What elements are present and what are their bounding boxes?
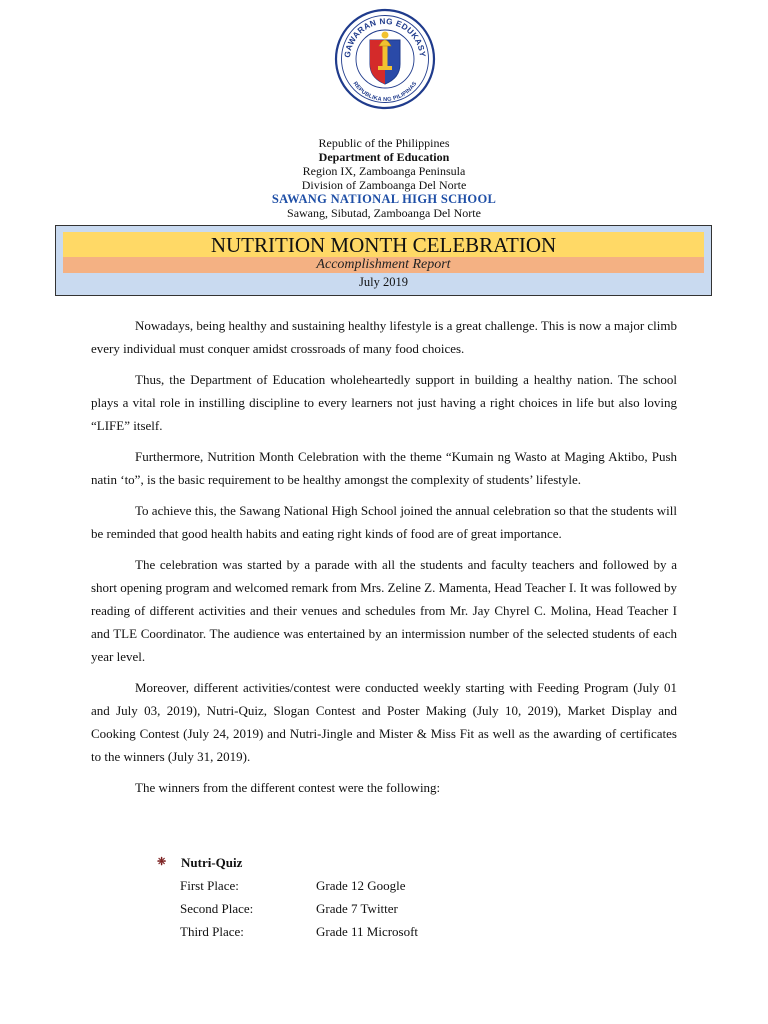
report-subtitle: Accomplishment Report (63, 257, 704, 273)
paragraph: Thus, the Department of Education wholeheartedly support in building a healthy nation. The school plays a vital role in instilling discipline to every learners not just having a right choices in life but also loving “LIFE” itself. (91, 372, 677, 433)
title-box (55, 225, 712, 296)
table-row (180, 897, 418, 920)
winner-name: Grade 12 Google (316, 878, 406, 893)
region-line: Region IX, Zamboanga Peninsula (302, 164, 466, 178)
winner-name: Grade 7 Twitter (316, 901, 398, 916)
paragraph: Moreover, different activities/contest were conducted weekly starting with Feeding Program (July 01 and July 03, 2019), Nutri-Quiz, Slogan Contest and Poster Making (July 10, 2019), Market Display and Cooking Contest (July 24, 2019) and Nutri-Jingle and Mister & Miss Fit as well as the awarding of certificates to the winners (July 31, 2019). (91, 680, 677, 764)
paragraph: To achieve this, the Sawang National High School joined the annual celebration so that the students will be reminded that good health habits and eating right kinds of food are of great importance. (91, 503, 677, 541)
department-line: Department of Education (318, 150, 450, 164)
place-label: First Place: (180, 878, 239, 893)
school-name: SAWANG NATIONAL HIGH SCHOOL (271, 192, 497, 206)
table-row (180, 874, 418, 897)
svg-text:REPUBLIKA NG PILIPINAS: REPUBLIKA NG PILIPINAS (351, 80, 419, 104)
place-label: Second Place: (180, 901, 254, 916)
arrow-bullet-icon: ❈ (157, 856, 167, 868)
paragraph: Furthermore, Nutrition Month Celebration with the theme “Kumain ng Wasto at Maging Aktibo, Push natin ‘to”, is the basic requirement to be healthy amongst the complexity of students’ lifestyle. (91, 449, 677, 487)
report-title: NUTRITION MONTH CELEBRATION (63, 232, 704, 257)
category-label: Nutri-Quiz (181, 855, 243, 870)
division-line: Division of Zamboanga Del Norte (301, 178, 467, 192)
paragraph: The winners from the different contest were the following: (135, 780, 441, 795)
letterhead (0, 136, 768, 220)
winners-table (180, 874, 418, 943)
winners-list (157, 851, 418, 943)
school-address: Sawang, Sibutad, Zamboanga Del Norte (287, 206, 481, 220)
paragraph: Nowadays, being healthy and sustaining healthy lifestyle is a great challenge. This is now a major climb every individual must conquer amidst crossroads of many food choices. (91, 318, 678, 356)
winner-name: Grade 11 Microsoft (316, 924, 419, 939)
report-body (91, 314, 677, 807)
republic-line: Republic of the Philippines (318, 136, 450, 150)
svg-text:KAGAWARAN NG EDUKASYON: GAWARAN NG EDUKASY (342, 16, 428, 59)
paragraph: The celebration was started by a parade with all the students and faculty teachers and followed by a short opening program and welcomed remark from Mrs. Zeline Z. Mamenta, Head Teacher I. It was followed by reading of different activities and their venues and schedules from Mr. Jay Chyrel C. Molina, Head Teacher I and TLE Coordinator. The audience was entertained by an intermission number of the selected students of each year level. (91, 557, 677, 664)
place-label: Third Place: (180, 924, 244, 939)
list-item (157, 851, 418, 874)
table-row (180, 920, 418, 943)
deped-seal-logo (334, 8, 436, 110)
report-date: July 2019 (359, 275, 408, 289)
